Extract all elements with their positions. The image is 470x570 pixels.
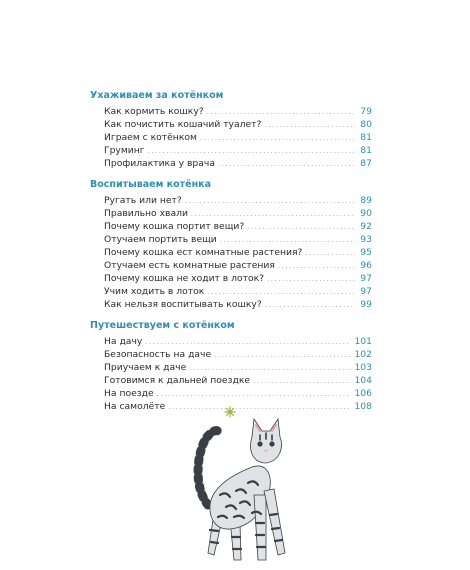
entry-title: Почему кошка ест комнатные растения? <box>104 247 303 258</box>
entry-title: Как почистить кошачий туалет? <box>104 119 262 130</box>
entry-title: Отучаем портить вещи <box>104 234 217 245</box>
toc-entry[interactable] <box>104 259 372 272</box>
entry-title: На дачу <box>104 336 143 347</box>
dot-leader <box>253 375 351 388</box>
entry-page: 87 <box>360 158 372 169</box>
toc-entry[interactable] <box>104 194 372 207</box>
entry-page: 90 <box>360 208 372 219</box>
dot-leader <box>247 221 355 234</box>
entry-title: Как нельзя воспитывать кошку? <box>104 299 262 310</box>
entry-title: Почему кошка портит вещи? <box>104 221 245 232</box>
entry-title: Профилактика у врача <box>104 158 215 169</box>
entry-title: Играем с котёнком <box>104 132 197 143</box>
entry-title: Правильно хвали <box>104 208 188 219</box>
entry-title: На самолёте <box>104 401 166 412</box>
entry-page: 79 <box>360 106 372 117</box>
table-of-contents <box>90 89 372 421</box>
entry-page: 103 <box>354 362 372 373</box>
tabby-cat-icon <box>190 395 300 570</box>
entry-page: 95 <box>360 247 372 258</box>
section-title: Воспитываем котёнка <box>90 179 211 190</box>
toc-entry[interactable] <box>104 374 372 387</box>
dot-leader <box>185 195 355 208</box>
sparkle-icon <box>225 407 235 417</box>
toc-entry[interactable] <box>104 285 372 298</box>
toc-entry[interactable] <box>104 118 372 131</box>
toc-entry[interactable] <box>104 105 372 118</box>
toc-entry[interactable] <box>104 335 372 348</box>
dot-leader <box>264 119 355 132</box>
entry-page: 108 <box>354 401 372 412</box>
section-title: Путешествуем с котёнком <box>90 320 235 331</box>
entry-page: 97 <box>360 273 372 284</box>
toc-entry[interactable] <box>104 220 372 233</box>
dot-leader <box>265 299 355 312</box>
toc-entry[interactable] <box>104 348 372 361</box>
entry-title: Как кормить кошку? <box>104 106 204 117</box>
toc-entry[interactable] <box>104 207 372 220</box>
entry-page: 99 <box>360 299 372 310</box>
toc-entry[interactable] <box>104 157 372 170</box>
toc-entry[interactable] <box>104 131 372 144</box>
dot-leader <box>267 273 355 286</box>
entry-title: Ругать или нет? <box>104 195 182 206</box>
entry-page: 80 <box>360 119 372 130</box>
toc-entry[interactable] <box>104 233 372 246</box>
entry-page: 93 <box>360 234 372 245</box>
entry-title: Безопасность на даче <box>104 349 212 360</box>
dot-leader <box>200 132 355 145</box>
dot-leader <box>278 260 355 273</box>
entry-title: Приучаем к даче <box>104 362 187 373</box>
toc-section-training <box>90 178 372 311</box>
entry-page: 96 <box>360 260 372 271</box>
entry-page: 89 <box>360 195 372 206</box>
entry-page: 92 <box>360 221 372 232</box>
toc-section-care <box>90 89 372 170</box>
dot-leader <box>305 247 355 260</box>
entry-title: На поезде <box>104 388 154 399</box>
toc-entry[interactable] <box>104 361 372 374</box>
toc-entry[interactable] <box>104 246 372 259</box>
entry-title: Учим ходить в лоток <box>104 286 205 297</box>
toc-entry[interactable] <box>104 272 372 285</box>
entry-page: 97 <box>360 286 372 297</box>
entry-title: Почему кошка не ходит в лоток? <box>104 273 265 284</box>
entry-page: 81 <box>360 132 372 143</box>
dot-leader <box>218 158 355 171</box>
entry-title: Готовимся к дальней поездке <box>104 375 251 386</box>
entry-page: 81 <box>360 145 372 156</box>
toc-entry[interactable] <box>104 144 372 157</box>
entry-page: 106 <box>354 388 372 399</box>
toc-entry[interactable] <box>104 298 372 311</box>
entry-title: Отучаем есть комнатные растения <box>104 260 275 271</box>
dot-leader <box>214 349 351 362</box>
section-title: Ухаживаем за котёнком <box>90 90 224 101</box>
entry-page: 102 <box>354 349 372 360</box>
entry-page: 104 <box>354 375 372 386</box>
entry-title: Груминг <box>104 145 145 156</box>
entry-page: 101 <box>354 336 372 347</box>
